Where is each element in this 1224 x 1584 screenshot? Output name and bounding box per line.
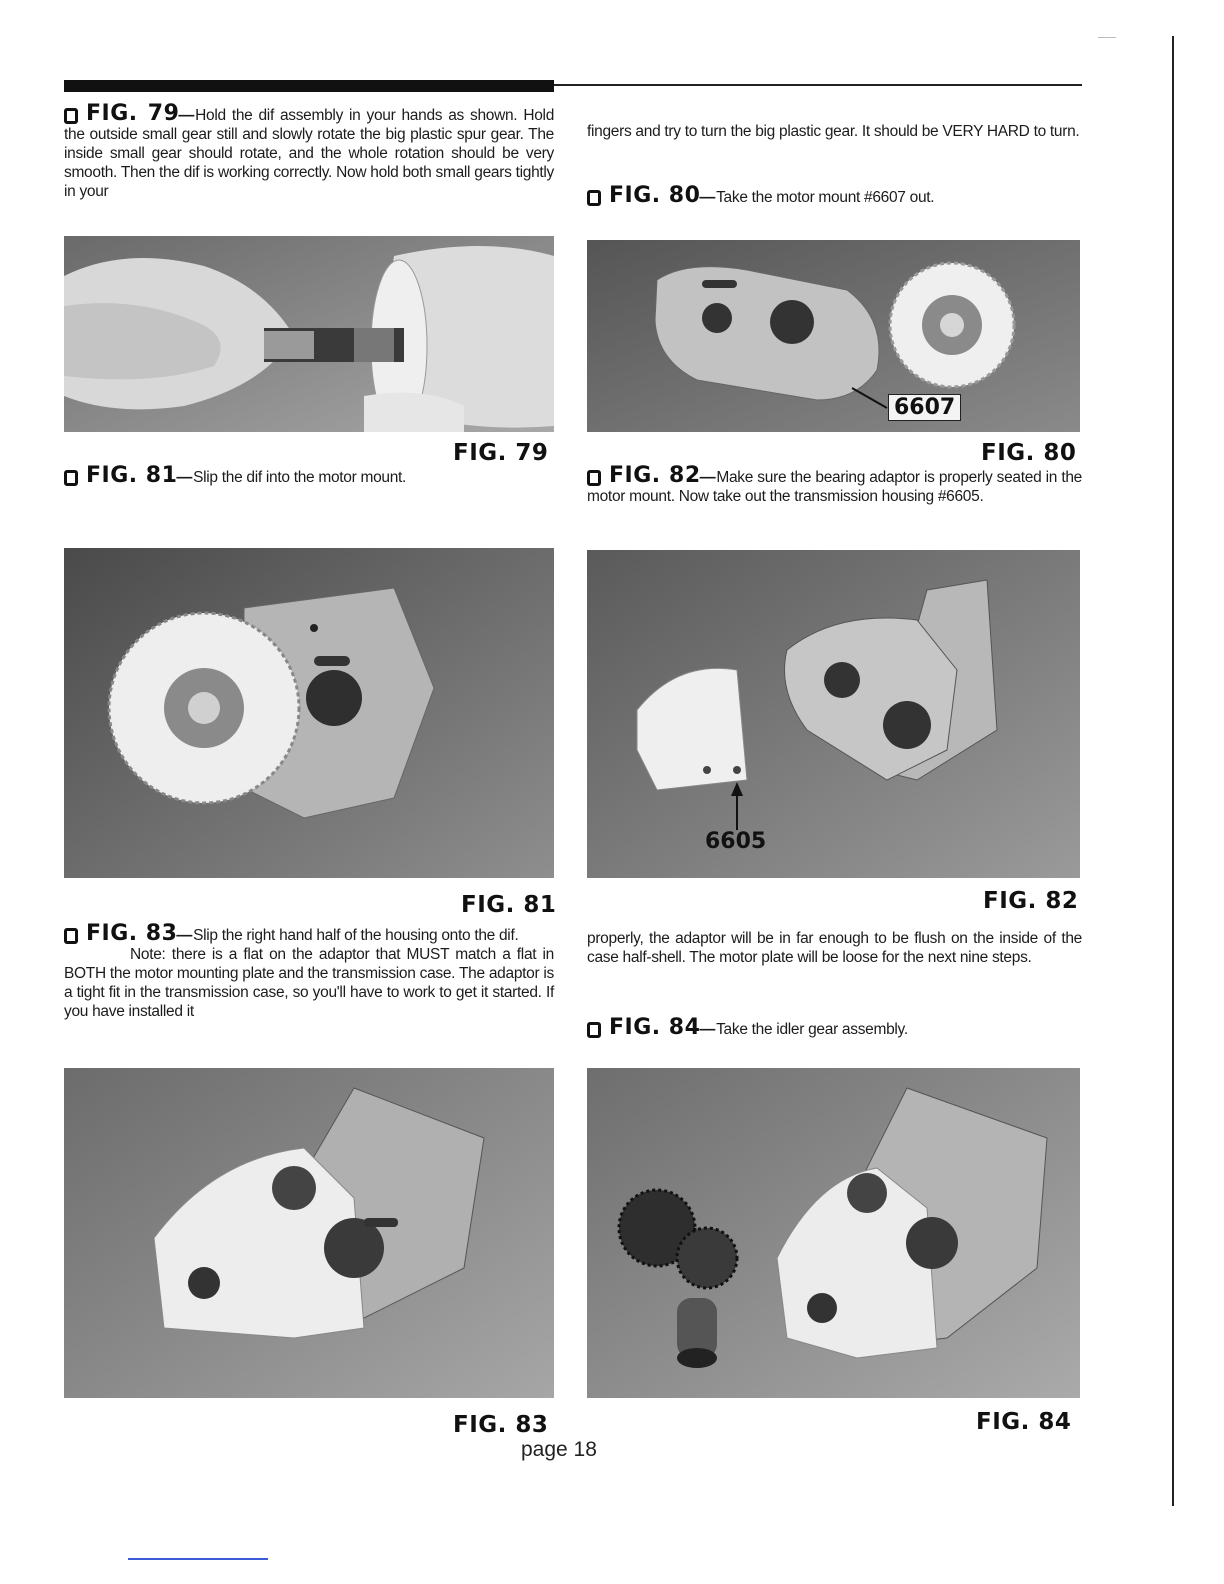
header-rule-thick bbox=[64, 80, 554, 92]
fig83-caption: FIG. 83 bbox=[453, 1412, 549, 1438]
fig82-ref: FIG. 82 bbox=[609, 463, 701, 488]
fig83-ref: FIG. 83 bbox=[86, 921, 178, 946]
fig79-text: Hold the dif assembly in your hands as shown. Hold the outside small gear still and slowly rotate the big plastic spur gear. The inside small gear should rotate, and the whole rotation should be very smooth. Then the dif is working correctly. Now hold both small gears tightly in your bbox=[64, 107, 555, 200]
fig82-caption: FIG. 82 bbox=[983, 888, 1079, 914]
fig80-ref: FIG. 80 bbox=[609, 183, 701, 208]
fig81-photo bbox=[64, 548, 554, 878]
checkbox-fig80[interactable] bbox=[587, 190, 601, 206]
fig81-text: Slip the dif into the motor mount. bbox=[193, 469, 407, 486]
fig80-part-label: 6607 bbox=[888, 394, 961, 421]
fig79-photo bbox=[64, 236, 554, 432]
fig84-ref: FIG. 84 bbox=[609, 1015, 701, 1040]
fig82-part-label: 6605 bbox=[705, 829, 767, 854]
fig83-instruction: FIG. 83—Slip the right hand half of the housing onto the dif. Note: there is a flat on the adaptor that MUST match a flat in BOTH the motor mounting plate and the transmission case. The adaptor is a tight fit in the transmission case, so you'll have to work to get it started. If you have installed it bbox=[64, 921, 554, 1020]
fig82-instruction: FIG. 82—Make sure the bearing adaptor is properly seated in the motor mount. Now take out the transmission housing #6605. bbox=[587, 463, 1083, 505]
fig81-instruction: FIG. 81—Slip the dif into the motor mount. bbox=[64, 466, 554, 487]
checkbox-fig82[interactable] bbox=[587, 470, 601, 486]
checkbox-fig79[interactable] bbox=[64, 108, 78, 124]
continuation-text-2: properly, the adaptor will be in far enough to be flush on the inside of the case half-shell. The motor plate will be loose for the next nine steps. bbox=[587, 930, 1082, 966]
fig80-caption: FIG. 80 bbox=[981, 440, 1077, 466]
corner-mark bbox=[1098, 37, 1116, 38]
bottom-link-underline bbox=[128, 1558, 268, 1560]
header-rule-thin bbox=[554, 84, 1082, 86]
page-number: page 18 bbox=[521, 1438, 597, 1461]
fig80-photo bbox=[587, 240, 1080, 432]
fig81-ref: FIG. 81 bbox=[86, 463, 178, 488]
fig83-note: Note: there is a flat on the adaptor that MUST match a flat in BOTH the motor mounting plate and the transmission case. The adaptor is a tight fit in the transmission case, so you'll have to work to get it started. If you have installed it bbox=[64, 946, 554, 1020]
fig84-photo bbox=[587, 1068, 1080, 1398]
fig83-text: Slip the right hand half of the housing onto the dif. bbox=[193, 927, 519, 944]
fig81-caption: FIG. 81 bbox=[461, 892, 557, 918]
fig83-photo bbox=[64, 1068, 554, 1398]
checkbox-fig81[interactable] bbox=[64, 470, 78, 486]
fig82-text: Make sure the bearing adaptor is properly seated in the motor mount. Now take out the transmission housing #6605. bbox=[587, 469, 1083, 505]
fig84-instruction: FIG. 84—Take the idler gear assembly. bbox=[587, 1018, 1082, 1039]
fig79-ref: FIG. 79 bbox=[86, 101, 180, 126]
checkbox-fig84[interactable] bbox=[587, 1022, 601, 1038]
fig82-photo bbox=[587, 550, 1080, 878]
checkbox-fig83[interactable] bbox=[64, 928, 78, 944]
fig80-instruction: FIG. 80—Take the motor mount #6607 out. bbox=[587, 186, 1082, 207]
fig80-text: Take the motor mount #6607 out. bbox=[716, 189, 935, 206]
fig79-caption: FIG. 79 bbox=[453, 440, 549, 466]
continuation-text-1: fingers and try to turn the big plastic gear. It should be VERY HARD to turn. bbox=[587, 123, 1080, 140]
fig84-caption: FIG. 84 bbox=[976, 1409, 1072, 1435]
fig84-text: Take the idler gear assembly. bbox=[716, 1021, 908, 1038]
fig79-instruction: FIG. 79—Hold the dif assembly in your hands as shown. Hold the outside small gear still and slowly rotate the big plastic spur gear. The inside small gear should rotate, and the whole rotation should be very smooth. Then the dif is working correctly. Now hold both small gears tightly in your bbox=[64, 101, 555, 200]
page-edge-line bbox=[1172, 36, 1174, 1506]
